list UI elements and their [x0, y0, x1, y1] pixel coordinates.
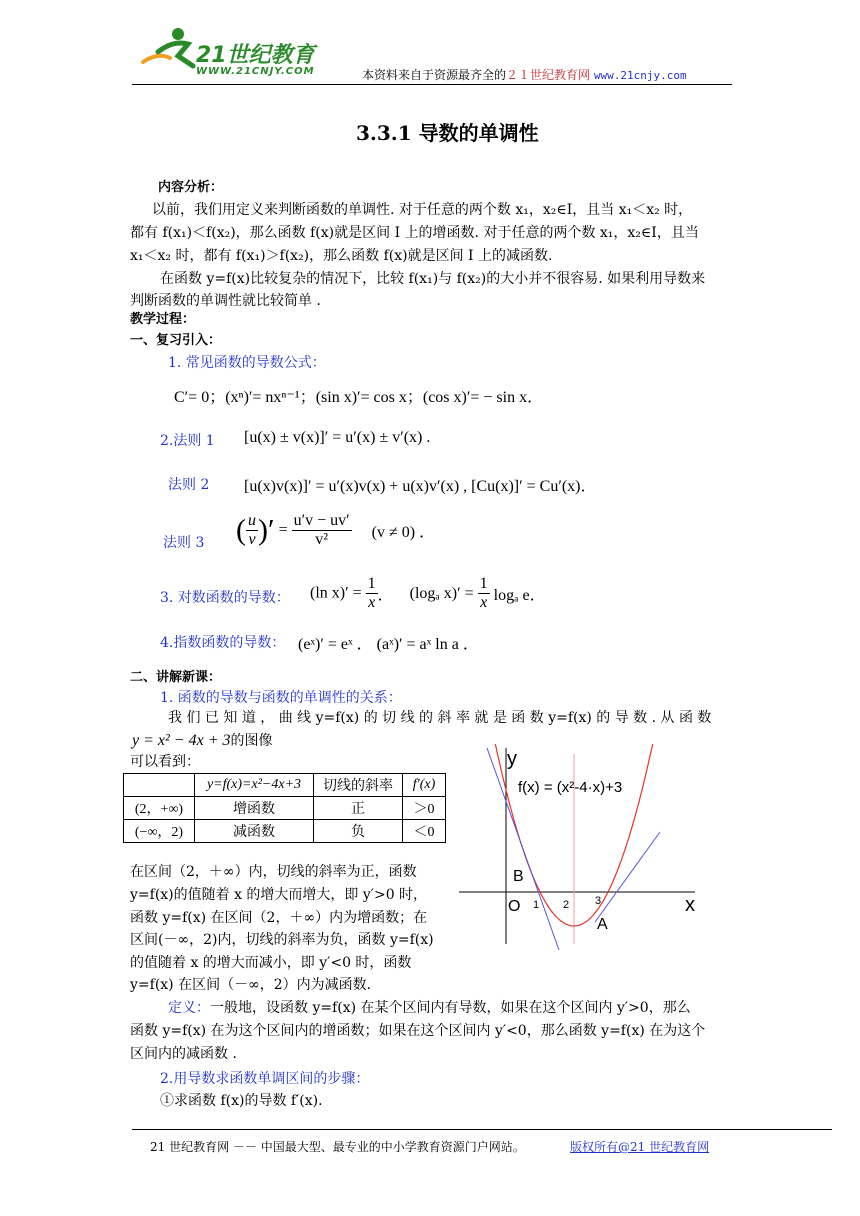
explanation-line: y=f(x)的值随着 x 的增大而增大，即 y′>0 时， — [130, 887, 428, 903]
footer-rule — [132, 1129, 832, 1130]
explanation-line: y=f(x) 在区间（－∞，2）内为减函数. — [130, 977, 372, 993]
function-graph — [455, 744, 700, 950]
derivative-formulas: C′= 0；(xⁿ)′= nxⁿ⁻¹；(sin x)′= cos x；(cos x)′= − sin x． — [174, 389, 544, 406]
table-cell: f′(x) — [403, 774, 446, 797]
rule1-formula: [u(x) ± v(x)]′ = u′(x) ± v′(x) . — [244, 429, 431, 446]
analysis-line: 在函数 y=f(x)比较复杂的情况下，比较 f(x₁)与 f(x₂)的大小并不很容易. 如果利用导数来 — [160, 271, 706, 287]
point-b-label: B — [513, 868, 524, 885]
definition-line: 区间内的减函数 ． — [130, 1046, 247, 1062]
section2-heading: 二、讲解新课： — [130, 670, 222, 685]
rule1-label: 2.法则 1 — [160, 433, 215, 449]
point-a-label: A — [597, 916, 608, 933]
analysis-line: 判断函数的单调性就比较简单 ． — [130, 293, 331, 309]
intro-line: y = x² − 4x + 3的图像 — [132, 732, 273, 749]
rule3-rhs-fraction: $\frac{u'v - uv'}{\text{v²}}$ — [293, 512, 350, 548]
rule3-label: 法则 3 — [163, 535, 205, 551]
header-url-link[interactable]: www.21cnjy.com — [593, 69, 687, 82]
rule2-formula: [u(x)v(x)]′ = u′(x)v(x) + u(x)v′(x) , [Cu(x)]′ = Cu′(x)． — [244, 478, 597, 495]
analysis-heading: 内容分析： — [158, 180, 224, 195]
log-derivative-label: 3. 对数函数的导数： — [160, 590, 290, 606]
x-axis-label: x — [685, 894, 695, 916]
intro-line: 我 们 已 知 道 ， 曲 线 y=f(x) 的 切 线 的 斜 率 就 是 函 数 y=f(x) 的 导 数 . 从 函 数 — [168, 710, 712, 726]
page-title: 3.3.1 导数的单调性 — [356, 121, 539, 145]
copyright-link[interactable]: 版权所有@21 世纪教育网 — [570, 1140, 710, 1154]
derivative-formulas-heading: 1. 常见函数的导数公式： — [168, 355, 326, 371]
process-heading: 教学过程： — [130, 312, 196, 327]
footer-text: 21 世纪教育网 －－ 中国最大型、最专业的中小学教育资源门户网站。 — [150, 1140, 525, 1154]
header-rule — [132, 84, 732, 85]
header-notice — [362, 66, 687, 83]
rule3-lhs-fraction: $\frac{u}{v}$ — [248, 512, 256, 548]
table-row — [124, 797, 446, 820]
table-cell: 切线的斜率 — [314, 774, 403, 797]
tangent-line-a — [595, 832, 660, 922]
function-label: f(x) = (x²-4·x)+3 — [518, 779, 623, 796]
section1-heading: 一、复习引入： — [130, 333, 222, 348]
steps-heading: 2.用导数求函数单调区间的步骤： — [160, 1071, 370, 1087]
explanation-line: 在区间（2，＋∞）内，切线的斜率为正，函数 — [130, 864, 417, 880]
table-cell: 增函数 — [195, 797, 314, 820]
tick-label: 2 — [563, 899, 570, 911]
table-cell: y=f(x)=x²−4x+3 — [195, 774, 314, 797]
tick-label: 3 — [595, 895, 602, 907]
table-cell — [124, 774, 195, 797]
exp-derivative-label: 4.指数函数的导数： — [160, 635, 286, 651]
table-cell: ＜0 — [403, 820, 446, 843]
explanation-line: 区间(－∞，2)内，切线的斜率为负，函数 y=f(x) — [130, 932, 434, 948]
table-cell: ＞0 — [403, 797, 446, 820]
table-header-row — [124, 774, 446, 797]
y-axis-label: y — [507, 748, 517, 770]
logo-text: 21世纪教育 — [196, 43, 315, 68]
logo-url: WWW.21CNJY.COM — [196, 66, 315, 77]
analysis-line: x₁＜x₂ 时，都有 f(x₁)＞f(x₂)，那么函数 f(x)就是区间 I 上的减函数. — [130, 248, 553, 264]
rule3-condition: (v ≠ 0) ． — [371, 524, 436, 541]
header-site-link[interactable]: ２１世纪教育网 — [506, 68, 591, 82]
analysis-line: 以前，我们用定义来判断函数的单调性. 对于任意的两个数 x₁，x₂∈I，且当 x₁＜x₂ 时， — [152, 202, 693, 218]
definition-line: 函数 y=f(x) 在为这个区间内的增函数；如果在这个区间内 y′<0，那么函数 y=f(x) 在为这个 — [130, 1023, 706, 1039]
intro-line: 可以看到： — [130, 754, 200, 770]
definition-line: 定义：一般地，设函数 y=f(x) 在某个区间内有导数，如果在这个区间内 y′>0，那么 — [168, 1000, 691, 1016]
step-1: ①求函数 f(x)的导数 f′(x). — [160, 1093, 323, 1109]
header-notice-prefix: 本资料来自于资源最齐全的 — [362, 68, 507, 82]
table-cell: (2，+∞) — [124, 797, 195, 820]
explanation-line: 函数 y=f(x) 在区间（2，＋∞）内为增函数；在 — [130, 910, 428, 926]
table-row — [124, 820, 446, 843]
rule3-formula: ( $\frac{u}{v}$ )′ = $\frac{u'v - uv'}{\text{v²}}$ (v ≠ 0) ． — [236, 512, 436, 548]
explanation-line: 的值随着 x 的增大而减小，即 y′<0 时，函数 — [130, 955, 412, 971]
table-cell: 负 — [314, 820, 403, 843]
table-cell: (−∞，2) — [124, 820, 195, 843]
log-derivative-formulas: (ln x)′ = $\frac{1}{x}$ ． (logₐ x)′ = $\frac{1}{x}$ logₐ e． — [310, 575, 546, 611]
monotonicity-relation-heading: 1. 函数的导数与函数的单调性的关系： — [160, 690, 402, 706]
tick-label: 1 — [533, 899, 540, 911]
exp-derivative-formulas: (eˣ)′ = eˣ ． (aˣ)′ = aˣ ln a ． — [298, 636, 479, 653]
origin-label: O — [508, 898, 521, 915]
table-cell: 正 — [314, 797, 403, 820]
analysis-line: 都有 f(x₁)＜f(x₂)，那么函数 f(x)就是区间 I 上的增函数. 对于任意的两个数 x₁，x₂∈I，且当 — [130, 225, 699, 241]
rule2-label: 法则 2 — [168, 477, 210, 493]
table-cell: 减函数 — [195, 820, 314, 843]
monotonicity-table — [123, 773, 446, 843]
definition-label: 定义： — [168, 1000, 210, 1016]
